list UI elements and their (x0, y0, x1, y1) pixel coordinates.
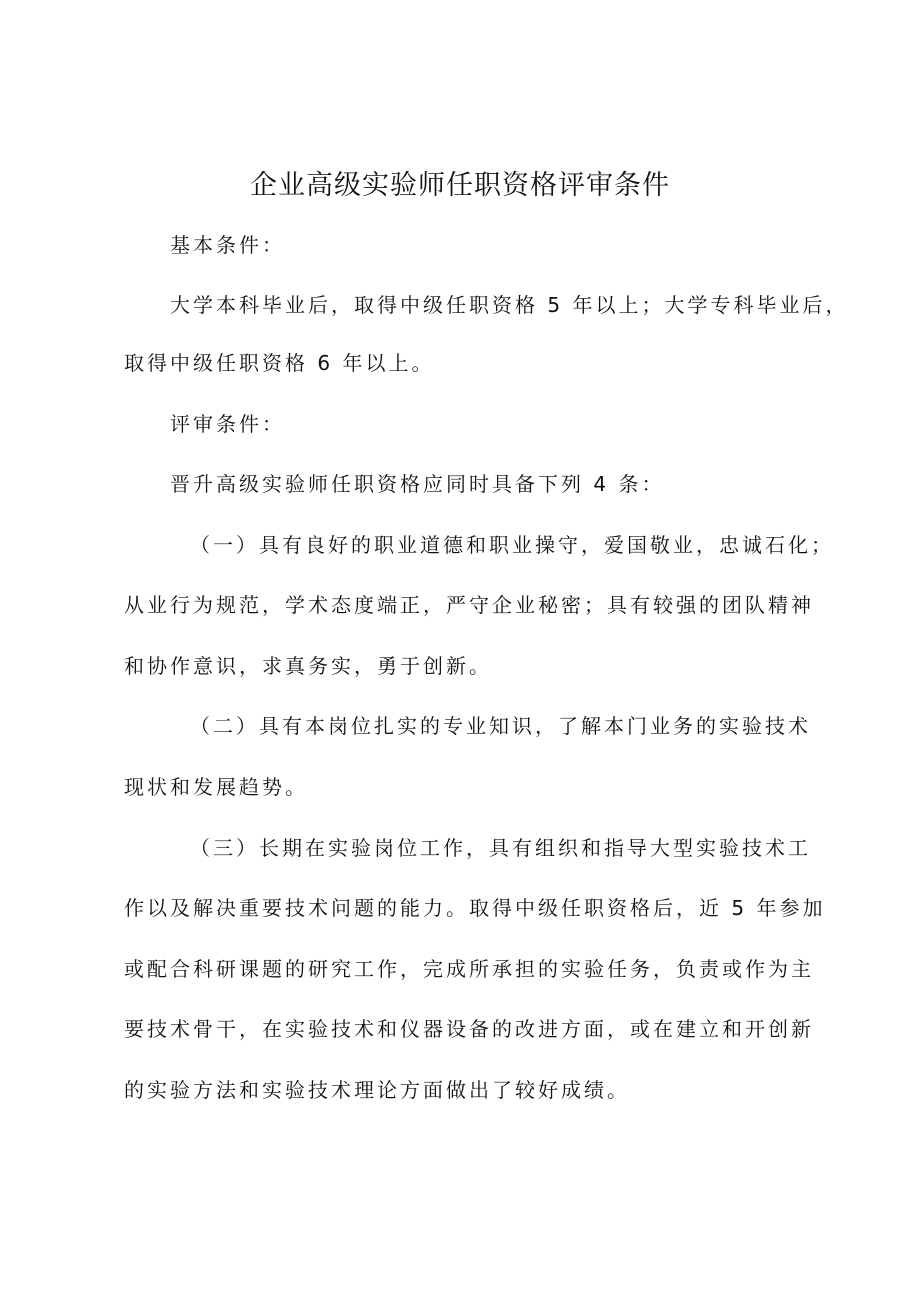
basic-conditions-line-2: 取得中级任职资格 6 年以上。 (124, 351, 435, 375)
item-3-line-3: 或配合科研课题的研究工作，完成所承担的实验任务，负责或作为主 (124, 957, 814, 981)
document-title: 企业高级实验师任职资格评审条件 (250, 170, 670, 201)
item-1-line-1: （一）具有良好的职业道德和职业操守，爱国敬业，忠诚石化； (190, 533, 834, 557)
item-1-line-2: 从业行为规范，学术态度端正，严守企业秘密；具有较强的团队精神 (124, 593, 814, 617)
item-3-line-4: 要技术骨干，在实验技术和仪器设备的改进方面，或在建立和开创新 (124, 1017, 814, 1041)
item-2-line-2: 现状和发展趋势。 (124, 775, 308, 799)
item-3-line-5: 的实验方法和实验技术理论方面做出了较好成绩。 (124, 1078, 630, 1102)
item-3-line-2: 作以及解决重要技术问题的能力。取得中级任职资格后，近 5 年参加 (124, 896, 826, 920)
basic-conditions-heading: 基本条件： (170, 233, 285, 257)
item-1-line-3: 和协作意识，求真务实，勇于创新。 (124, 654, 492, 678)
basic-conditions-line-1: 大学本科毕业后，取得中级任职资格 5 年以上；大学专科毕业后， (170, 293, 849, 317)
review-conditions-heading: 评审条件： (170, 412, 285, 436)
item-3-line-1: （三）长期在实验岗位工作，具有组织和指导大型实验技术工 (190, 836, 811, 860)
item-2-line-1: （二）具有本岗位扎实的专业知识，了解本门业务的实验技术 (190, 714, 811, 738)
review-conditions-intro: 晋升高级实验师任职资格应同时具备下列 4 条： (170, 472, 665, 496)
